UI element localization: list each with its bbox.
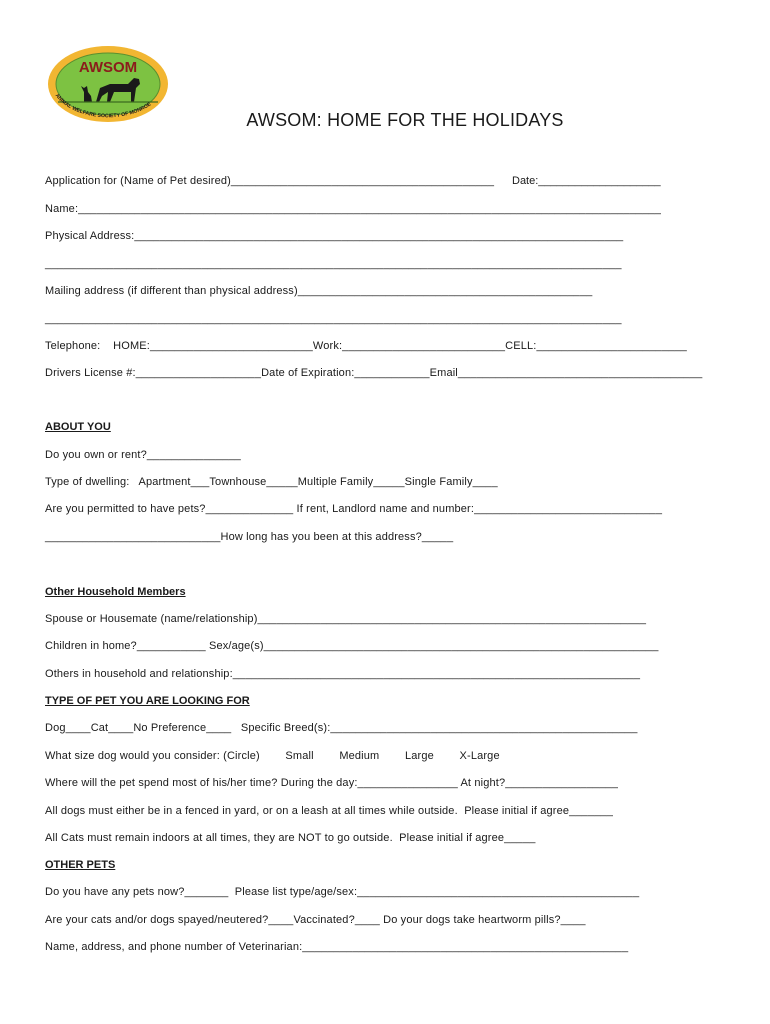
mailing-address-line-2[interactable]: ____________________________________________________________________________________________ [45,313,622,325]
physical-address-field[interactable]: Physical Address:______________________________________________________________________________ [45,230,624,242]
date-field[interactable]: Date:____________________ [512,175,661,187]
pet-type-field[interactable]: Dog____Cat____No Preference____ Specific Breed(s):_________________________________________________ [45,722,638,734]
pet-time-field[interactable]: Where will the pet spend most of his/her time? During the day:________________ At night?__________________ [45,777,619,789]
section-other-pets: OTHER PETS [45,859,116,871]
pet-desired-field[interactable]: Application for (Name of Pet desired)__________________________________________ [45,175,495,187]
veterinarian-field[interactable]: Name, address, and phone number of Veterinarian:____________________________________________________ [45,941,629,953]
current-pets-field[interactable]: Do you have any pets now?_______ Please list type/age/sex:_____________________________________________ [45,886,640,898]
spouse-field[interactable]: Spouse or Housemate (name/relationship)______________________________________________________________ [45,613,647,625]
telephone-fields[interactable]: Telephone: HOME:__________________________Work:__________________________CELL:________________________ [45,340,687,352]
name-field[interactable]: Name:_____________________________________________________________________________________________ [45,203,662,215]
spayed-vaccinated-field[interactable]: Are your cats and/or dogs spayed/neutered?____Vaccinated?____ Do your dogs take heartworm pills?____ [45,914,586,926]
section-about-you: ABOUT YOU [45,421,111,433]
mailing-address-field[interactable]: Mailing address (if different than physical address)_______________________________________________ [45,285,593,297]
children-field[interactable]: Children in home?___________ Sex/age(s)_______________________________________________________________ [45,640,659,652]
logo-text: AWSOM [78,59,138,76]
section-type-of-pet: TYPE OF PET YOU ARE LOOKING FOR [45,695,250,707]
section-household-members: Other Household Members [45,586,186,598]
logo-ring-text: ANIMAL WELFARE SOCIETY OF MONROE [53,92,153,120]
physical-address-line-2[interactable]: ____________________________________________________________________________________________ [45,258,622,270]
license-email-fields[interactable]: Drivers License #:____________________Date of Expiration:____________Email_______________________________________ [45,367,703,379]
dwelling-type-field[interactable]: Type of dwelling: Apartment___Townhouse_____Multiple Family_____Single Family____ [45,476,498,488]
how-long-field[interactable]: ____________________________How long has you been at this address?_____ [45,531,454,543]
dog-fenced-initial-field[interactable]: All dogs must either be in a fenced in yard, or on a leash at all times while outside. Please initial if agree_______ [45,805,614,817]
pets-permitted-field[interactable]: Are you permitted to have pets?______________ If rent, Landlord name and number:______________________________ [45,503,663,515]
others-household-field[interactable]: Others in household and relationship:_________________________________________________________________ [45,668,641,680]
page-title: AWSOM: HOME FOR THE HOLIDAYS [246,110,564,130]
own-or-rent-field[interactable]: Do you own or rent?_______________ [45,449,241,461]
cats-indoor-initial-field[interactable]: All Cats must remain indoors at all times, they are NOT to go outside. Please initial if agree_____ [45,832,536,844]
dog-size-field[interactable]: What size dog would you consider: (Circle) Small Medium Large X-Large [45,750,500,762]
